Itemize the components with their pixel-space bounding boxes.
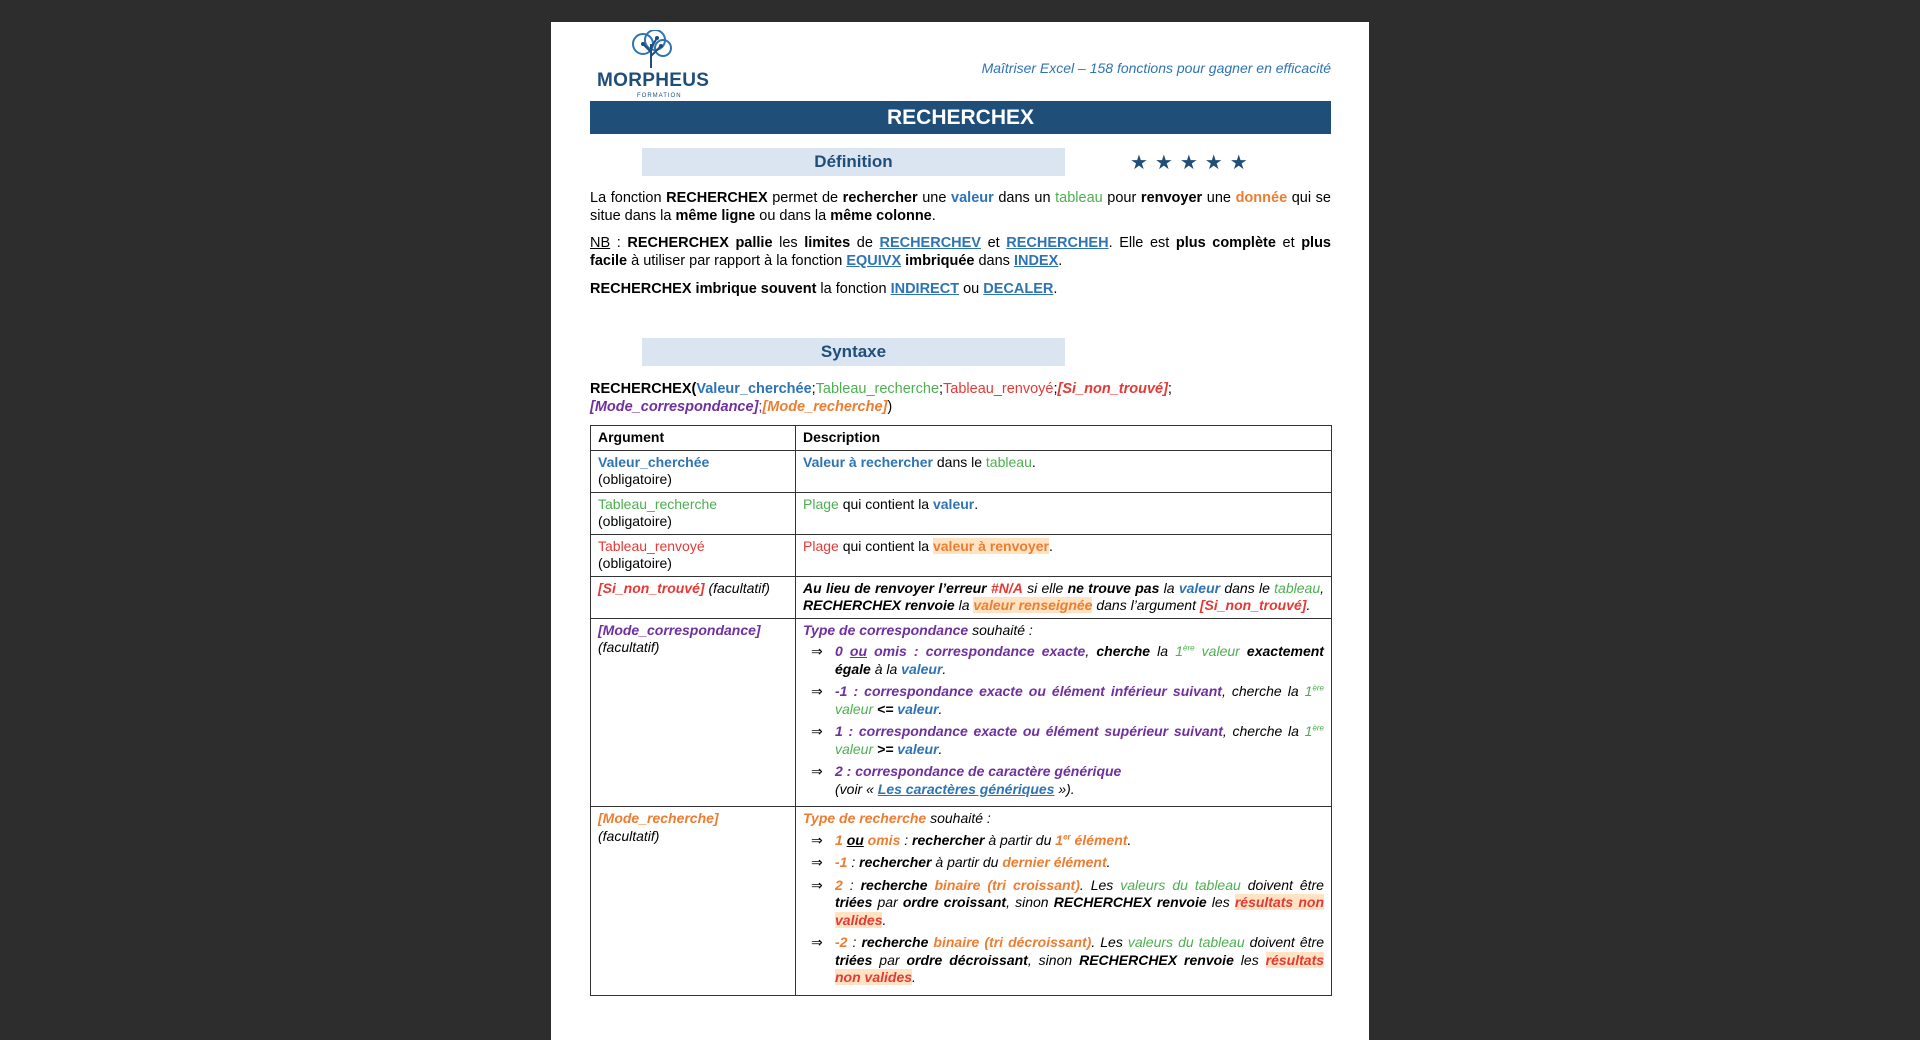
text: rechercher (842, 190, 918, 206)
table-row (591, 534, 1332, 576)
text: tableau (985, 453, 1032, 470)
text: >= (873, 740, 894, 757)
brain-tree-icon (629, 30, 677, 70)
syntax-arg-si-non-trouve: [Si_non_trouvé] (1057, 381, 1168, 397)
text: à partir du (931, 854, 1003, 870)
text: (facultatif) (598, 827, 660, 844)
text: exactement égale (835, 643, 1324, 677)
text: Tableau_recherche (598, 495, 718, 512)
text: valeur (893, 700, 939, 717)
arrow-icon: ⇒ (811, 723, 823, 739)
logo-subtext: FORMATION (637, 93, 682, 99)
argument-cell (591, 492, 796, 534)
text: rechercher (859, 854, 932, 870)
text: RECHERCHEX (666, 190, 768, 206)
text: , cherche la (1221, 683, 1305, 699)
text: [Mode_correspondance] (598, 621, 761, 638)
text: 1 (1055, 831, 1064, 848)
table-row (591, 576, 1332, 618)
text: Type de correspondance (803, 621, 969, 638)
text: . (912, 969, 916, 985)
text: omis (863, 831, 901, 848)
text: une (917, 190, 952, 206)
list-item (803, 763, 1324, 798)
syntax-arg-mode-recherche: [Mode_recherche] (762, 398, 888, 415)
text: même colonne (830, 207, 932, 224)
text: . (974, 495, 979, 512)
argument-cell (591, 807, 796, 996)
arrow-icon: ⇒ (811, 876, 823, 893)
text: Valeur_cherchée (598, 453, 710, 470)
syntax-heading: Syntaxe (642, 338, 1065, 366)
text: ère (1312, 683, 1324, 693)
text: la (1150, 643, 1176, 659)
text: valeur (901, 660, 943, 677)
text: de (850, 235, 880, 251)
text: . (1306, 597, 1311, 613)
text: ne trouve pas (1067, 579, 1160, 596)
arrow-icon: ⇒ (811, 854, 823, 870)
text: dans le (932, 453, 986, 470)
text: (facultatif) (598, 639, 660, 655)
description-cell (796, 534, 1332, 576)
definition-heading: Définition (642, 148, 1065, 176)
arrow-icon: ⇒ (811, 763, 823, 779)
text: [Si_non_trouvé] (598, 579, 705, 596)
text: . Elle est (1108, 235, 1176, 251)
text: . (1058, 252, 1063, 269)
text: : (610, 235, 628, 251)
text: (obligatoire) (598, 513, 672, 529)
text: 1 (1304, 723, 1313, 739)
table-row (591, 450, 1332, 492)
text: pour (1102, 190, 1141, 206)
table-row (591, 618, 1332, 807)
text: dans un (993, 190, 1056, 206)
morpheus-logo (597, 30, 717, 99)
text: binaire (tri décroissant) (928, 934, 1092, 950)
text: limites (804, 235, 851, 251)
definition-paragraph-2 (590, 235, 1331, 270)
text: valeur (1178, 579, 1221, 596)
text: RECHERCHEX renvoie (1053, 894, 1207, 910)
text: cherche (1096, 643, 1151, 659)
text: recherche (861, 934, 929, 950)
text: plus complète (1175, 235, 1276, 251)
list-item (803, 832, 1324, 850)
logo-text: MORPHEUS (597, 70, 710, 91)
text: . (938, 740, 943, 757)
text: dans le (1220, 579, 1275, 596)
text: -1 (835, 854, 848, 870)
text: (facultatif) (704, 579, 770, 596)
description-cell (796, 492, 1332, 534)
text: même ligne (675, 207, 756, 224)
text: rechercher (912, 831, 985, 848)
text: . (942, 660, 947, 677)
list-item (803, 934, 1324, 987)
text: et (980, 235, 1007, 251)
text: valeurs du tableau (1120, 876, 1241, 893)
function-title: RECHERCHEX (590, 101, 1331, 134)
syntax-line (590, 381, 1331, 416)
text: la (954, 597, 974, 613)
text: , sinon (1027, 951, 1080, 968)
link-caracteres-generiques[interactable]: Les caractères génériques (877, 780, 1055, 797)
argument-cell (591, 576, 796, 618)
text: valeur (951, 190, 994, 206)
text: -1 : correspondance exacte ou élément inférieur suivant (835, 683, 1222, 699)
text: valeur à renvoyer (932, 537, 1049, 554)
text: et (1275, 235, 1302, 251)
text: qui contient la (838, 537, 933, 554)
text: Plage (803, 495, 839, 512)
text: les (772, 235, 805, 251)
text: souhaité : (968, 621, 1033, 638)
syntax-arg-tableau-renvoye: Tableau_renvoyé (943, 381, 1054, 397)
text: ) (887, 398, 893, 415)
book-title: Maîtriser Excel – 158 fonctions pour gagner en efficacité (981, 60, 1331, 76)
text: RECHERCHEX renvoie (1079, 951, 1234, 968)
text: : (847, 934, 862, 950)
link-equivx[interactable]: EQUIVX (846, 252, 902, 269)
text: à la (870, 660, 902, 677)
text: tableau (1274, 579, 1321, 596)
link-recherchev[interactable]: RECHERCHEV (879, 235, 981, 251)
text: plus facile (590, 235, 1331, 269)
text: [Si_non_trouvé] (1199, 597, 1307, 613)
text: Au lieu de renvoyer l’erreur (803, 579, 991, 596)
text: ordre décroissant (906, 951, 1028, 968)
text: 1 (1304, 683, 1313, 699)
description-cell (796, 450, 1332, 492)
description-intro (803, 810, 1324, 828)
text: dans l’argument (1092, 597, 1200, 613)
text: la fonction (816, 281, 891, 297)
text: valeur (893, 740, 939, 757)
text: ordre croissant (902, 894, 1007, 910)
arguments-table (590, 425, 1332, 996)
text: élément (1070, 831, 1128, 848)
text: <= (873, 700, 894, 717)
text: omis : correspondance exacte (867, 643, 1086, 659)
argument-cell (591, 618, 796, 807)
text: ou (846, 831, 864, 848)
text: imbriquée (901, 252, 975, 269)
text: (voir « (835, 780, 878, 797)
text: à partir du (984, 831, 1056, 848)
text: binaire (tri croissant) (927, 876, 1080, 893)
text: ère (1312, 723, 1324, 733)
document-page (551, 22, 1369, 1040)
text: valeur (835, 740, 874, 757)
text: Plage (803, 537, 839, 554)
rating-stars: ★★★★★ (1130, 152, 1255, 174)
text: souhaité : (926, 810, 991, 826)
text: valeur (835, 700, 874, 717)
text: . (1031, 453, 1036, 470)
text: les (1206, 894, 1235, 910)
text: une (1202, 190, 1236, 206)
list-item (803, 643, 1324, 678)
text: , (1320, 579, 1324, 596)
text: ; (939, 381, 944, 397)
list-item (803, 854, 1324, 872)
column-header-argument: Argument (591, 426, 796, 451)
text: triées (835, 894, 873, 910)
text: , cherche la (1222, 723, 1305, 739)
link-indirect[interactable]: INDIRECT (890, 281, 960, 297)
text: 1 (835, 831, 847, 848)
text: à utiliser par rapport à la fonction (627, 252, 847, 269)
text: valeurs du tableau (1127, 934, 1245, 950)
text: résultats non valides (835, 894, 1324, 928)
text: -2 (835, 934, 848, 950)
text: ( (691, 381, 697, 397)
text: donnée (1235, 190, 1288, 206)
description-intro (803, 622, 1324, 640)
table-row (591, 807, 1332, 996)
text: (obligatoire) (598, 471, 672, 487)
text: : (842, 876, 861, 893)
text: qui se situe dans la (590, 190, 1331, 224)
text: ; (1053, 381, 1058, 397)
arrow-icon: ⇒ (811, 683, 823, 699)
text: permet de (767, 190, 843, 206)
text: : (900, 831, 913, 848)
syntax-arg-tableau-recherche: Tableau_recherche (815, 381, 940, 397)
definition-paragraph-3 (590, 281, 1331, 299)
text: qui contient la (838, 495, 933, 512)
text: doivent être (1244, 934, 1324, 950)
text: ou (959, 281, 984, 297)
text: valeur (1194, 643, 1240, 659)
text: Type de recherche (803, 810, 927, 826)
text: (obligatoire) (598, 555, 672, 571)
text: par (872, 951, 907, 968)
text: 2 : correspondance de caractère générique (835, 763, 1122, 779)
text: ou (849, 643, 868, 659)
text: . (1053, 281, 1058, 297)
list-item (803, 723, 1324, 758)
arrow-icon: ⇒ (811, 831, 823, 848)
column-header-description: Description (796, 426, 1332, 451)
text: . Les (1091, 934, 1128, 950)
text: tableau (1055, 190, 1103, 206)
description-cell (796, 576, 1332, 618)
text: Tableau_renvoyé (598, 537, 705, 554)
text: valeur renseignée (973, 597, 1093, 613)
text: recherche (860, 876, 928, 893)
text: RECHERCHEX (590, 381, 692, 397)
arrow-icon: ⇒ (811, 934, 823, 950)
argument-cell (591, 534, 796, 576)
text: : (847, 854, 860, 870)
table-header-row (591, 426, 1332, 451)
text: les (1233, 951, 1266, 968)
text: dans (974, 252, 1014, 269)
text: [Mode_recherche] (598, 810, 719, 826)
text: la (1159, 579, 1179, 596)
text: dernier élément (1002, 854, 1107, 870)
link-rechercheh[interactable]: RECHERCHEH (1006, 235, 1109, 251)
list-item (803, 877, 1324, 930)
text: ou dans la (755, 207, 831, 224)
link-decaler[interactable]: DECALER (983, 281, 1054, 297)
description-cell (796, 618, 1332, 807)
text: . Les (1079, 876, 1121, 893)
text: 1 : correspondance exacte ou élément supérieur suivant (835, 723, 1223, 739)
text: résultats non valides (835, 951, 1325, 985)
text: . (938, 700, 943, 717)
text: RECHERCHEX pallie (627, 235, 773, 251)
text: . (1048, 537, 1053, 554)
table-row (591, 492, 1332, 534)
text: triées (835, 951, 873, 968)
text: , (1085, 643, 1097, 659)
text: , sinon (1006, 894, 1054, 910)
option-list (803, 832, 1324, 987)
text: 0 (835, 643, 850, 659)
text: 1 (1175, 643, 1183, 659)
text: . (1127, 831, 1132, 848)
text: 2 (835, 876, 843, 893)
text: ; (811, 381, 816, 397)
syntax-arg-mode-correspondance: [Mode_correspondance] (590, 398, 759, 415)
text: . (1106, 854, 1111, 870)
text: si elle (1022, 579, 1068, 596)
text: ; (758, 398, 763, 415)
text: ; (1167, 381, 1172, 397)
text: er (1063, 831, 1071, 841)
argument-cell (591, 450, 796, 492)
text: RECHERCHEX imbrique souvent (590, 281, 817, 297)
text: NB (590, 235, 611, 251)
text: doivent être (1240, 876, 1324, 893)
text: ère (1183, 643, 1195, 653)
text: par (872, 894, 903, 910)
arrow-icon: ⇒ (811, 643, 823, 659)
text: Valeur à rechercher (803, 453, 933, 470)
text: . (931, 207, 936, 224)
text: #N/A (990, 579, 1023, 596)
text: valeur (932, 495, 975, 512)
text: RECHERCHEX renvoie (803, 597, 955, 613)
text: La fonction (590, 190, 667, 206)
option-list (803, 643, 1324, 798)
syntax-arg-valeur-cherchee: Valeur_cherchée (696, 381, 812, 397)
definition-paragraph-1 (590, 190, 1331, 225)
text: »). (1054, 780, 1075, 797)
text: renvoyer (1140, 190, 1203, 206)
description-cell (796, 807, 1332, 996)
list-item (803, 683, 1324, 718)
link-index[interactable]: INDEX (1013, 252, 1059, 269)
text: . (882, 911, 887, 928)
